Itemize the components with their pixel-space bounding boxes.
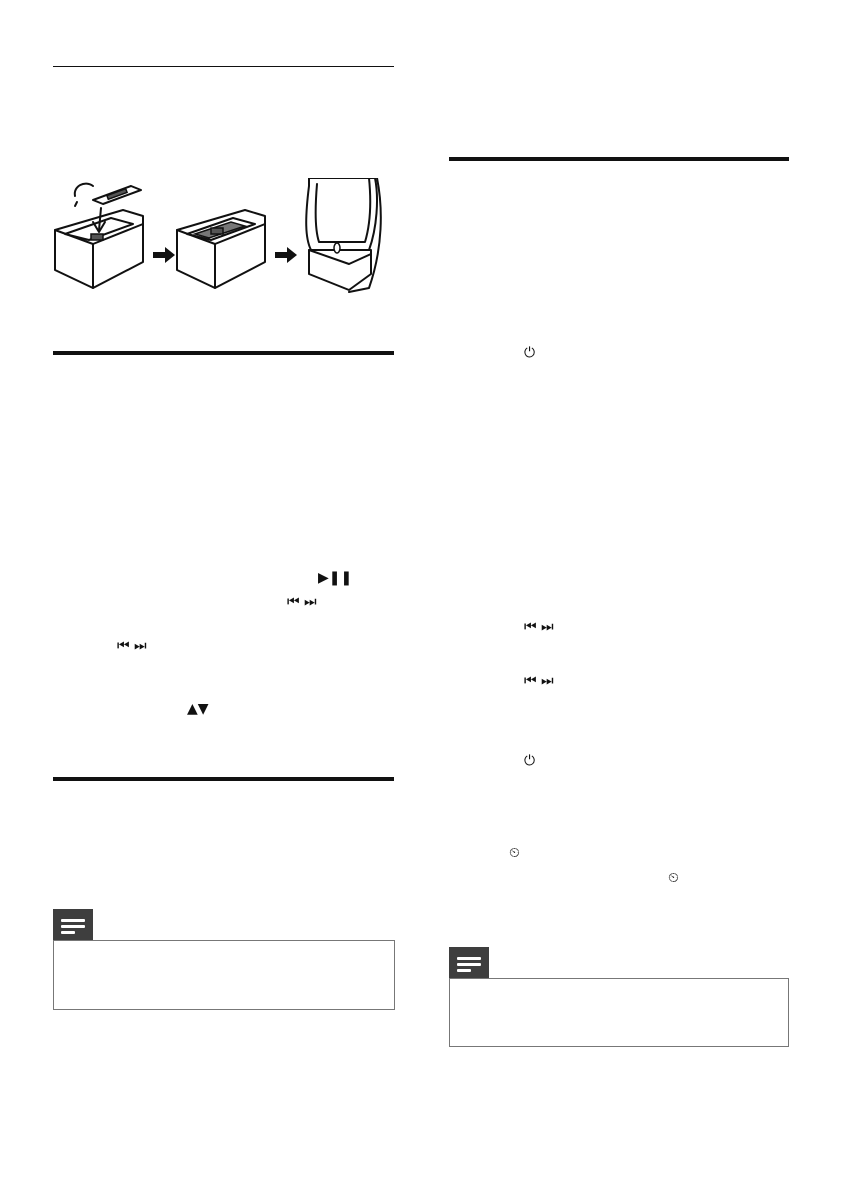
dock-step-1 [55,184,143,288]
section-rule-left-3 [53,777,394,781]
note-box-left [53,940,395,1010]
prev-next-icon: ⏮ ⏭ [287,594,317,610]
power-icon: ⏻ [524,345,536,361]
prev-next-icon: ⏮ ⏭ [524,619,554,635]
right-arrow-icon [153,247,175,263]
note-icon [449,947,489,979]
section-rule-right-1 [449,157,789,161]
note-box-right [449,978,789,1047]
prev-next-icon: ⏮ ⏭ [524,673,554,689]
prev-next-icon: ⏮ ⏭ [117,638,147,654]
timer-icon: ⏲ [509,845,520,861]
section-rule-top-left [53,66,394,67]
play-pause-icon: ▶❚❚ [318,570,353,586]
dock-step-2 [177,210,265,288]
right-arrow-icon [275,247,297,263]
timer-icon: ⏲ [668,870,679,886]
dock-step-3 [306,178,381,292]
up-down-icon: ▲▼ [187,701,209,717]
section-rule-left-2 [53,351,394,355]
note-icon [53,909,93,941]
power-icon: ⏻ [524,753,536,769]
dock-illustration [53,178,395,296]
